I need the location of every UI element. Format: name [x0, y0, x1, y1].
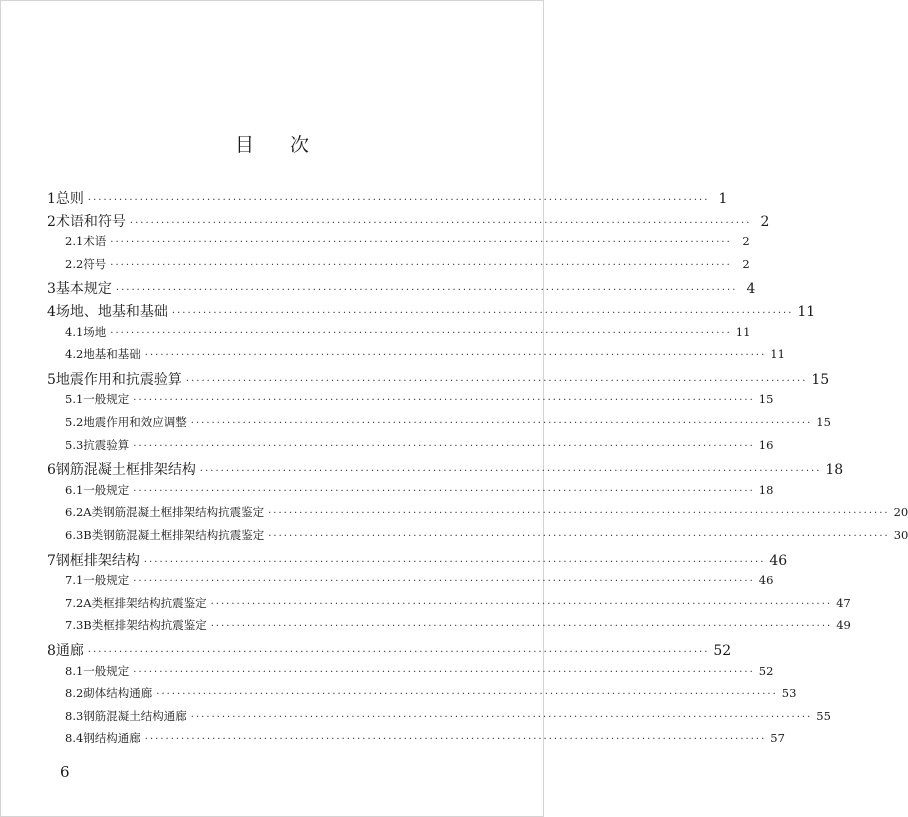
- page-title: [0, 130, 544, 157]
- entry-page-number: 2: [742, 234, 750, 249]
- page-number: 6: [60, 763, 70, 781]
- entry-title: 抗震验算: [83, 437, 130, 452]
- toc-section-entry: [65, 685, 797, 701]
- entry-title: 通廊: [55, 643, 84, 659]
- dot-leader: ························································································································: [268, 531, 890, 542]
- entry-title: B类钢筋混凝土框排架结构抗震鉴定: [83, 528, 265, 542]
- entry-page-number: 15: [811, 371, 830, 388]
- entry-title: 基本规定: [55, 281, 112, 298]
- toc-chapter-entry: [47, 640, 732, 660]
- entry-title: 总则: [55, 191, 84, 207]
- dot-leader: ························································································································: [110, 237, 732, 249]
- dot-leader: ························································································································: [87, 647, 710, 658]
- entry-page-number: 15: [758, 392, 774, 407]
- entry-page-number: 47: [836, 595, 851, 610]
- entry-title: 术语: [83, 234, 107, 249]
- entry-number: 8.4: [65, 731, 84, 746]
- entry-number: 5.2: [65, 415, 84, 429]
- toc-section-entry: [65, 482, 774, 498]
- entry-title: 符号: [83, 256, 107, 271]
- entry-title: 钢筋混凝土结构通廊: [83, 708, 187, 723]
- entry-number: 7.1: [65, 573, 84, 588]
- entry-title: 钢框排架结构: [55, 552, 140, 569]
- dot-leader: ························································································································: [110, 327, 732, 339]
- entry-page-number: 2: [742, 256, 750, 271]
- entry-title: 场地: [83, 324, 107, 339]
- entry-number: 3: [47, 281, 56, 298]
- entry-page-number: 1: [718, 191, 728, 207]
- toc-section-entry: [65, 391, 774, 407]
- entry-number: 7: [47, 552, 56, 569]
- entry-page-number: 4: [746, 281, 756, 298]
- entry-page-number: 30: [893, 528, 908, 542]
- entry-number: 8.3: [65, 708, 84, 723]
- toc-section-entry: [65, 572, 774, 588]
- entry-number: 1: [47, 191, 56, 207]
- entry-title: 一般规定: [83, 663, 130, 678]
- toc-chapter-entry: [47, 369, 830, 389]
- title-char-1: 目: [234, 134, 254, 156]
- entry-number: 2: [47, 213, 56, 230]
- toc-section-entry: [65, 233, 750, 249]
- entry-page-number: 18: [825, 462, 844, 479]
- entry-title: A类钢筋混凝土框排架结构抗震鉴定: [83, 505, 265, 520]
- entry-number: 2.2: [65, 256, 84, 271]
- dot-leader: ························································································································: [210, 598, 833, 610]
- entry-title: A类框排架结构抗震鉴定: [83, 595, 207, 610]
- dot-leader: ························································································································: [185, 375, 808, 387]
- toc-chapter-entry: [47, 211, 770, 231]
- dot-leader: ························································································································: [110, 259, 732, 271]
- toc-section-entry: [65, 730, 785, 746]
- entry-title: 地震作用和效应调整: [83, 415, 187, 429]
- dot-leader: ························································································································: [190, 711, 813, 723]
- dot-leader: ························································································································: [156, 689, 778, 701]
- dot-leader: ························································································································: [133, 576, 755, 588]
- title-char-2: 次: [290, 134, 310, 156]
- dot-leader: ························································································································: [210, 621, 833, 633]
- entry-title: 场地、地基和基础: [55, 304, 168, 320]
- dot-leader: ························································································································: [133, 395, 755, 407]
- entry-number: 2.1: [65, 234, 84, 249]
- dot-leader: ························································································································: [129, 217, 752, 229]
- entry-title: 地震作用和抗震验算: [55, 371, 182, 388]
- toc-chapter-entry: [47, 459, 844, 479]
- dot-leader: ························································································································: [143, 556, 766, 568]
- entry-number: 7.2: [65, 595, 84, 610]
- dot-leader: ························································································································: [144, 350, 767, 362]
- toc-chapter-entry: [47, 188, 728, 208]
- entry-number: 4.2: [65, 347, 84, 362]
- toc-chapter-entry: [47, 550, 788, 570]
- toc-section-entry: [65, 663, 774, 679]
- entry-number: 8.2: [65, 686, 84, 701]
- entry-title: B类框排架结构抗震鉴定: [83, 618, 207, 633]
- entry-number: 4: [47, 304, 56, 320]
- entry-number: 8: [47, 643, 56, 659]
- entry-number: 6.2: [65, 505, 84, 520]
- entry-title: 钢结构通廊: [83, 731, 141, 746]
- entry-page-number: 49: [836, 618, 851, 633]
- entry-number: 5: [47, 371, 56, 388]
- toc-section-entry: [65, 708, 831, 724]
- entry-page-number: 53: [781, 686, 797, 701]
- entry-number: 4.1: [65, 324, 84, 339]
- dot-leader: ························································································································: [199, 466, 822, 478]
- entry-number: 8.1: [65, 663, 84, 678]
- dot-leader: ························································································································: [133, 485, 755, 497]
- entry-page-number: 11: [797, 304, 816, 320]
- entry-page-number: 20: [893, 505, 908, 520]
- entry-title: 一般规定: [83, 392, 130, 407]
- toc-section-entry: [65, 414, 831, 430]
- dot-leader: ························································································································: [87, 195, 710, 206]
- entry-page-number: 46: [758, 573, 774, 588]
- entry-page-number: 11: [770, 347, 785, 362]
- dot-leader: ························································································································: [115, 285, 738, 297]
- entry-page-number: 15: [816, 415, 831, 429]
- toc-chapter-entry: [47, 278, 756, 298]
- dot-leader: ························································································································: [171, 308, 794, 319]
- toc-section-entry: [65, 346, 785, 362]
- entry-title: 钢筋混凝土框排架结构: [55, 462, 196, 479]
- toc-section-entry: [65, 527, 908, 543]
- entry-page-number: 46: [769, 552, 788, 569]
- toc-section-entry: [65, 504, 908, 520]
- toc-section-entry: [65, 617, 851, 633]
- entry-title: 地基和基础: [83, 347, 141, 362]
- entry-number: 5.3: [65, 437, 84, 452]
- dot-leader: ························································································································: [144, 734, 767, 746]
- entry-page-number: 55: [816, 708, 831, 723]
- toc-section-entry: [65, 437, 774, 453]
- entry-page-number: 11: [735, 324, 751, 339]
- entry-page-number: 57: [770, 731, 785, 746]
- entry-number: 5.1: [65, 392, 84, 407]
- entry-title: 一般规定: [83, 573, 130, 588]
- entry-title: 一般规定: [83, 482, 130, 497]
- dot-leader: ························································································································: [133, 440, 755, 452]
- toc-section-entry: [65, 595, 851, 611]
- entry-number: 7.3: [65, 618, 84, 633]
- dot-leader: ························································································································: [133, 666, 755, 678]
- entry-title: 砌体结构通廊: [83, 686, 153, 701]
- entry-number: 6.1: [65, 482, 84, 497]
- entry-page-number: 52: [758, 663, 774, 678]
- entry-page-number: 52: [713, 643, 732, 659]
- dot-leader: ························································································································: [268, 508, 890, 520]
- toc-section-entry: [65, 256, 750, 272]
- entry-number: 6: [47, 462, 56, 479]
- toc-section-entry: [65, 324, 751, 340]
- entry-number: 6.3: [65, 528, 84, 542]
- entry-page-number: 16: [758, 437, 774, 452]
- toc-chapter-entry: [47, 301, 816, 321]
- dot-leader: ························································································································: [190, 418, 813, 429]
- entry-page-number: 18: [758, 482, 774, 497]
- entry-title: 术语和符号: [55, 213, 126, 230]
- entry-page-number: 2: [760, 213, 770, 230]
